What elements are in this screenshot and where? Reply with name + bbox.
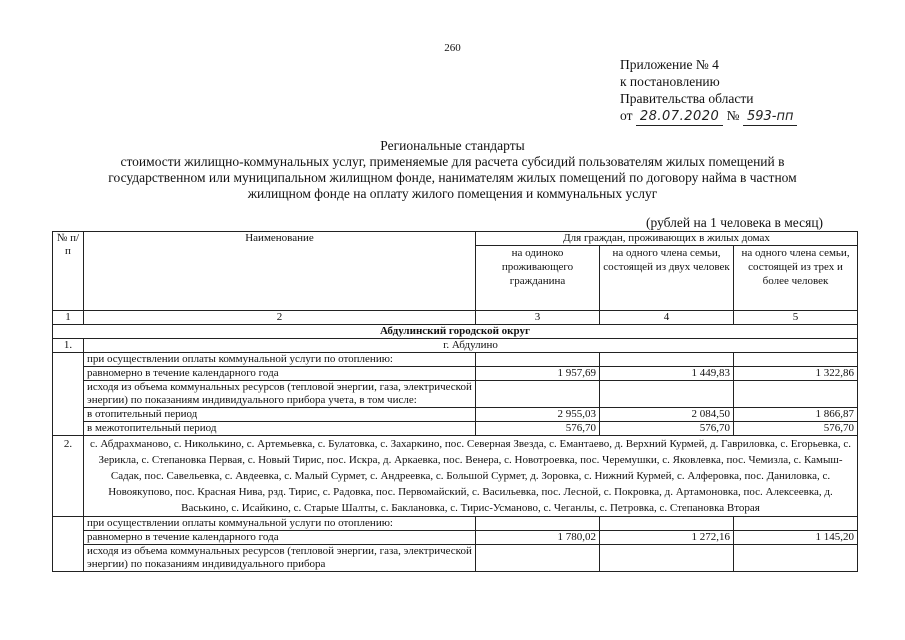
table-row xyxy=(53,367,858,381)
row-value xyxy=(600,353,734,367)
units-note: (рублей на 1 человека в месяц) xyxy=(646,215,824,230)
appendix-date-line xyxy=(620,107,797,126)
column-numbers-row xyxy=(53,311,858,325)
table-row xyxy=(53,531,858,545)
row-value xyxy=(476,381,600,408)
row-value: 1 322,86 xyxy=(734,367,858,381)
row-value: 1 449,83 xyxy=(600,367,734,381)
row-value: 576,70 xyxy=(476,422,600,436)
location-name: с. Абдрахманово, с. Николькино, с. Артемьевка, с. Булатовка, с. Захаркино, пос. Северная Звезда, с. Емантаево, д. Верхний Курмей, д. Гавриловка, с. Егорьевка, с. Зерикла, с. Степановка Первая, с. Новый Тирис, пос. Искра, д. Аркаевка, пос. Венера, с. Новотроевка, пос. Черемушки, с. Яковлевка, пос. Чемизла, с. Камыш-Садак, пос. Савельевка, с. Авдеевка, с. Малый Сурмет, с. Андреевка, с. Большой Сурмет, д. Зоровка, с. Нижний Курмей, с. Алферовка, пос. Даниловка, с. Новоякупово, пос. Красная Нива, рзд. Тирис, с. Радовка, пос. Первомайский, с. Васильевка, пос. Лесной, с. Покровка, д. Артамоновка, пос. Алексеевка, д. Васькино, с. Исайкино, с. Старые Шалты, с. Баклановка, с. Тирис-Усманово, с. Чеганлы, с. Петровка, с. Степановка Вторая xyxy=(84,436,858,517)
col-number: 3 xyxy=(476,311,600,325)
row-name: в отопительный период xyxy=(84,408,476,422)
header-row-1 xyxy=(53,232,858,246)
page-number: 260 xyxy=(444,42,461,54)
row-num-cell xyxy=(53,517,84,572)
row-name: равномерно в течение календарного года xyxy=(84,367,476,381)
col-number: 4 xyxy=(600,311,734,325)
header-group: Для граждан, проживающих в жилых домах xyxy=(476,232,858,246)
row-value: 576,70 xyxy=(734,422,858,436)
header-col4: на одного члена семьи, состоящей из двух человек xyxy=(600,246,734,311)
row-value: 1 780,02 xyxy=(476,531,600,545)
row-value: 2 084,50 xyxy=(600,408,734,422)
location-num: 1. xyxy=(53,339,84,353)
location-row xyxy=(53,436,858,517)
document-title xyxy=(0,138,905,202)
appendix-line-2: к постановлению xyxy=(620,74,720,89)
row-name: исходя из объема коммунальных ресурсов (тепловой энергии, газа, электрической энергии) по показаниям индивидуального прибора учета, в том числе: xyxy=(84,381,476,408)
table-row xyxy=(53,545,858,572)
row-value: 1 272,16 xyxy=(600,531,734,545)
col-number: 5 xyxy=(734,311,858,325)
row-value xyxy=(600,517,734,531)
row-value: 1 145,20 xyxy=(734,531,858,545)
row-value xyxy=(476,545,600,572)
handwritten-number: 593-пп xyxy=(743,108,798,126)
row-value: 576,70 xyxy=(600,422,734,436)
title-line-2: стоимости жилищно-коммунальных услуг, применяемые для расчета субсидий пользователям жилых помещений в xyxy=(120,154,785,169)
appendix-line-3: Правительства области xyxy=(620,91,754,106)
row-value xyxy=(734,517,858,531)
row-value xyxy=(734,353,858,367)
table-row xyxy=(53,408,858,422)
row-value xyxy=(476,353,600,367)
header-name: Наименование xyxy=(84,232,476,311)
col-number: 1 xyxy=(53,311,84,325)
row-value xyxy=(600,545,734,572)
header-col5: на одного члена семьи, состоящей из трех и более человек xyxy=(734,246,858,311)
header-num: № п/п xyxy=(53,232,84,311)
row-value: 2 955,03 xyxy=(476,408,600,422)
section-row xyxy=(53,325,858,339)
row-name: при осуществлении оплаты коммунальной услуги по отоплению: xyxy=(84,353,476,367)
row-num-cell xyxy=(53,353,84,436)
col-number: 2 xyxy=(84,311,476,325)
appendix-block xyxy=(620,56,797,126)
header-col3: на одиноко проживающего гражданина xyxy=(476,246,600,311)
date-prefix: от xyxy=(620,108,633,123)
location-num: 2. xyxy=(53,436,84,517)
row-name: исходя из объема коммунальных ресурсов (тепловой энергии, газа, электрической энергии) по показаниям индивидуального прибора xyxy=(84,545,476,572)
section-title: Абдулинский городской округ xyxy=(53,325,858,339)
number-label: № xyxy=(726,108,740,123)
handwritten-date: 28.07.2020 xyxy=(636,108,723,126)
appendix-line-1: Приложение № 4 xyxy=(620,57,719,72)
row-value xyxy=(600,381,734,408)
table-row xyxy=(53,517,858,531)
title-line-4: жилищном фонде на оплату жилого помещения и коммунальных услуг xyxy=(247,186,658,201)
location-name: г. Абдулино xyxy=(84,339,858,353)
table-row xyxy=(53,353,858,367)
table-row xyxy=(53,422,858,436)
standards-table xyxy=(52,231,858,572)
table-row xyxy=(53,381,858,408)
row-value xyxy=(476,517,600,531)
row-value: 1 957,69 xyxy=(476,367,600,381)
row-value: 1 866,87 xyxy=(734,408,858,422)
location-row xyxy=(53,339,858,353)
row-value xyxy=(734,381,858,408)
row-name: в межотопительный период xyxy=(84,422,476,436)
row-name: при осуществлении оплаты коммунальной услуги по отоплению: xyxy=(84,517,476,531)
row-name: равномерно в течение календарного года xyxy=(84,531,476,545)
row-value xyxy=(734,545,858,572)
title-line-3: государственном или муниципальном жилищном фонде, нанимателям жилых помещений по договору найма в частном xyxy=(108,170,797,185)
title-line-1: Региональные стандарты xyxy=(380,138,525,153)
